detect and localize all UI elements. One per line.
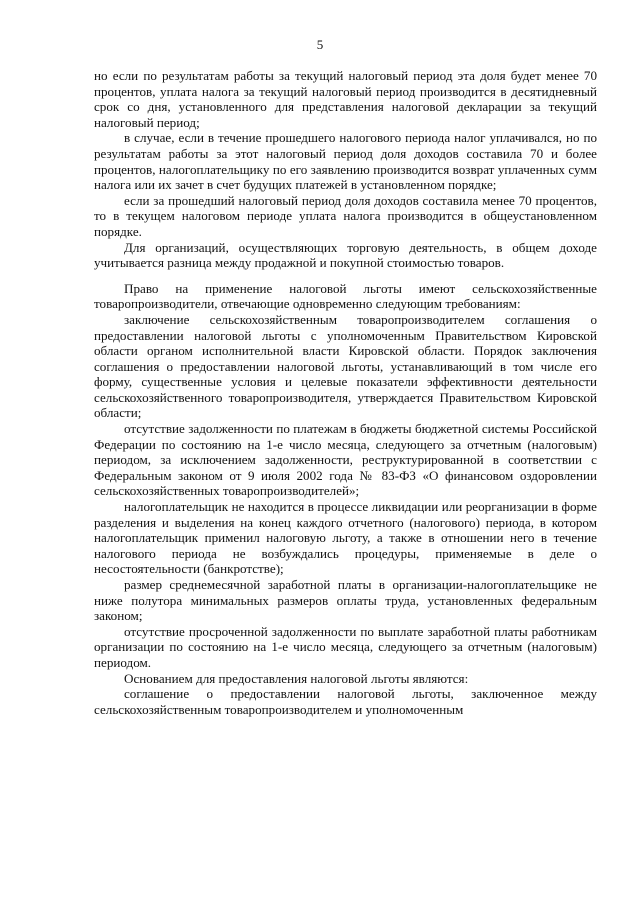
paragraph-agreement-requirement: заключение сельскохозяйственным товаропроизводителем соглашения о предоставлении налоговой льготы с уполномоченным Правительством Кировской области органом исполнительной власти Кировской области. Порядок заключения соглашения о предоставлении налоговой льготы, устанавливающий в том числе его форму, существенные условия и целевые показатели эффективности деятельности сельскохозяйственного товаропроизводителя, утверждается Правительством Кировской области; — [94, 311, 597, 421]
paragraph-agreement-ground: соглашение о предоставлении налоговой льготы, заключенное между сельскохозяйственным товаропроизводителем и уполномоченным — [94, 686, 597, 717]
document-body — [94, 68, 597, 717]
paragraph-tax-refund: в случае, если в течение прошедшего налогового периода налог уплачивался, но по результатам работы за этот налоговый период доля доходов составила 70 и более процентов, налогоплательщику по его заявлению производится возврат уплаченных сумм налога или их зачет в счет будущих платежей в установленном порядке; — [94, 130, 597, 193]
paragraph-grounds-heading: Основанием для предоставления налоговой льготы являются: — [124, 670, 469, 686]
paragraph-no-liquidation-requirement: налогоплательщик не находится в процессе ликвидации или реорганизации в форме разделения и выделения на конец каждого отчетного (налогового) периода, в котором налогоплательщик применил налоговую льготу, а также в отношении него в течение налогового периода не возбуждались процедуры, применяемые в деле о несостоятельности (банкротстве); — [94, 499, 597, 577]
page-number: 5 — [316, 37, 324, 52]
paragraph-no-wage-arrears-requirement: отсутствие просроченной задолженности по выплате заработной платы работникам организации по состоянию на 1-е число месяца, следующего за отчетным (налоговым) периодом. — [94, 623, 597, 670]
paragraph-benefit-eligibility: Право на применение налоговой льготы имеют сельскохозяйственные товаропроизводители, отвечающие одновременно следующим требованиям: — [94, 280, 597, 312]
paragraph-general-procedure: если за прошедший налоговый период доля доходов составила менее 70 процентов, то в текущем налоговом периоде уплата налога производится в общеустановленном порядке. — [94, 192, 597, 239]
paragraph-trade-income: Для организаций, осуществляющих торговую деятельность, в общем доходе учитывается разница между продажной и покупной стоимостью товаров. — [94, 239, 597, 271]
paragraph-no-debt-requirement: отсутствие задолженности по платежам в бюджеты бюджетной системы Российской Федерации по состоянию на 1-е число месяца, следующего за отчетным (налоговым) периодом, за исключением задолженности, реструктурированной в соответствии с Федеральным законом от 9 июля 2002 года № 83-ФЗ «О финансовом оздоровлении сельскохозяйственных товаропроизводителей»; — [94, 421, 597, 499]
paragraph-salary-requirement: размер среднемесячной заработной платы в организации-налогоплательщике не ниже полутора минимальных размеров оплаты труда, установленных федеральным законом; — [94, 577, 597, 624]
paragraph-tax-payment-deadline: но если по результатам работы за текущий налоговый период эта доля будет менее 70 процентов, уплата налога за текущий налоговый период производится в десятидневный срок со дня, установленного для представления налоговой декларации за текущий налоговый период; — [94, 68, 597, 130]
